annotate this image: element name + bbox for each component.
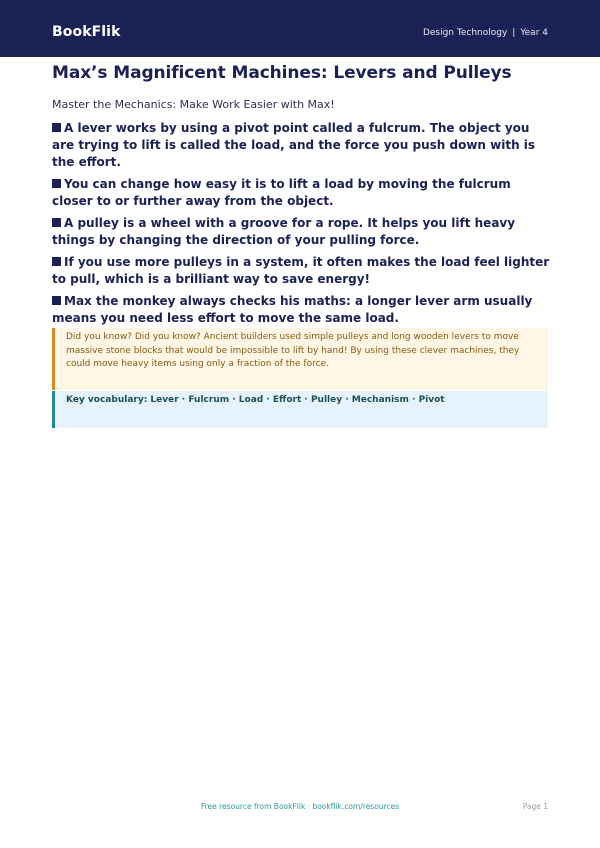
key-point xyxy=(52,176,552,210)
brand-logo[interactable]: BookFlik xyxy=(52,24,121,40)
page-title: Max’s Magnificent Machines: Levers and Pulleys xyxy=(52,63,512,83)
page-number: Page 1 xyxy=(522,802,548,811)
key-vocabulary-box xyxy=(52,391,548,428)
did-you-know-callout xyxy=(52,328,548,390)
key-point-text: You can change how easy it is to lift a load by moving the fulcrum closer to or further away from the object. xyxy=(52,177,511,208)
key-points-list xyxy=(52,120,552,332)
year-label: Year 4 xyxy=(520,28,548,38)
subject-label: Design Technology xyxy=(422,28,508,38)
key-point xyxy=(52,215,552,249)
key-point-text: If you use more pulleys in a system, it often makes the load feel lighter to pull, which is a brilliant way to save energy! xyxy=(52,255,550,286)
key-point-text: A pulley is a wheel with a groove for a rope. It helps you lift heavy things by changing the direction of your pulling force. xyxy=(52,216,516,247)
meta-separator: | xyxy=(512,28,516,38)
bullet-square-icon xyxy=(52,218,61,227)
key-point xyxy=(52,293,552,327)
footer-credit[interactable]: Free resource from BookFlik · bookflik.com/resources xyxy=(200,802,400,811)
key-point xyxy=(52,120,552,171)
page-header xyxy=(0,0,600,57)
key-point-text: Max the monkey always checks his maths: a longer lever arm usually means you need less effort to move the same load. xyxy=(52,294,533,325)
key-point xyxy=(52,254,552,288)
page-subtitle: Master the Mechanics: Make Work Easier with Max! xyxy=(52,98,335,111)
bullet-square-icon xyxy=(52,123,61,132)
bullet-square-icon xyxy=(52,296,61,305)
bullet-square-icon xyxy=(52,257,61,266)
header-meta xyxy=(423,0,548,66)
vocab-text: Key vocabulary: Lever · Fulcrum · Load · Effort · Pulley · Mechanism · Pivot xyxy=(66,395,445,405)
key-point-text: A lever works by using a pivot point called a fulcrum. The object you are trying to lift is called the load, and the force you push down with is the effort. xyxy=(52,121,536,169)
bullet-square-icon xyxy=(52,179,61,188)
callout-text: Did you know? Did you know? Ancient builders used simple pulleys and long wooden levers to move massive stone blocks that would be impossible to lift by hand! By using these clever machines, they could move heavy items using only a fraction of the force. xyxy=(66,332,520,369)
